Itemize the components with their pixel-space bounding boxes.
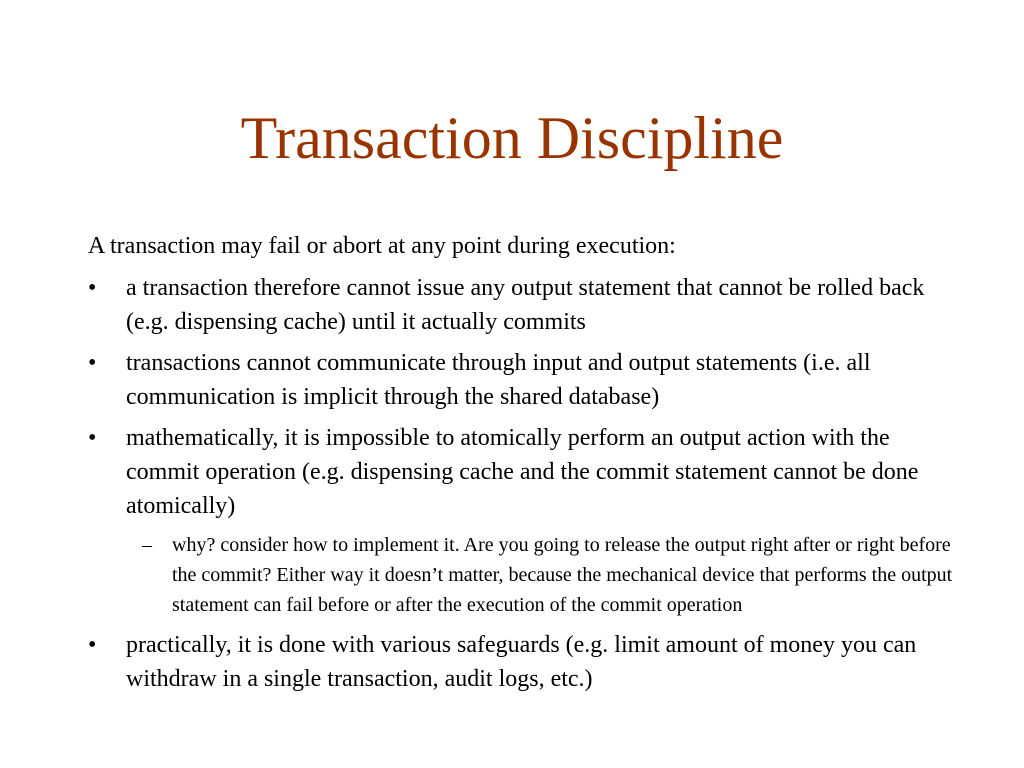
bullet-item <box>88 271 968 339</box>
slide-body <box>88 229 968 703</box>
bullet-marker: • <box>88 275 97 301</box>
bullet-item <box>88 628 968 696</box>
slide-title: Transaction Discipline <box>240 105 784 171</box>
intro-text: A transaction may fail or abort at any point during execution: <box>88 233 676 259</box>
sub-bullet-marker: – <box>142 534 152 556</box>
bullet-item <box>88 421 968 523</box>
bullet-marker: • <box>88 425 97 451</box>
bullet-text: transactions cannot communicate through input and output statements (i.e. all communication is implicit through the shared database) <box>126 350 871 410</box>
bullet-text: practically, it is done with various safeguards (e.g. limit amount of money you can withdraw in a single transaction, audit logs, etc.) <box>126 632 917 692</box>
bullet-item <box>88 346 968 414</box>
bullet-marker: • <box>88 350 97 376</box>
sub-bullet-text: why? consider how to implement it. Are you going to release the output right after or right before the commit? Either way it doesn’t matter, because the mechanical device that performs the output statement can fail before or after the execution of the commit operation <box>172 534 953 616</box>
bullet-text: a transaction therefore cannot issue any output statement that cannot be rolled back (e.g. dispensing cache) until it actually commits <box>126 275 925 335</box>
bullet-text: mathematically, it is impossible to atomically perform an output action with the commit operation (e.g. dispensing cache and the commit statement cannot be done atomically) <box>126 425 919 519</box>
bullet-marker: • <box>88 632 97 658</box>
sub-bullet-item <box>88 530 968 620</box>
